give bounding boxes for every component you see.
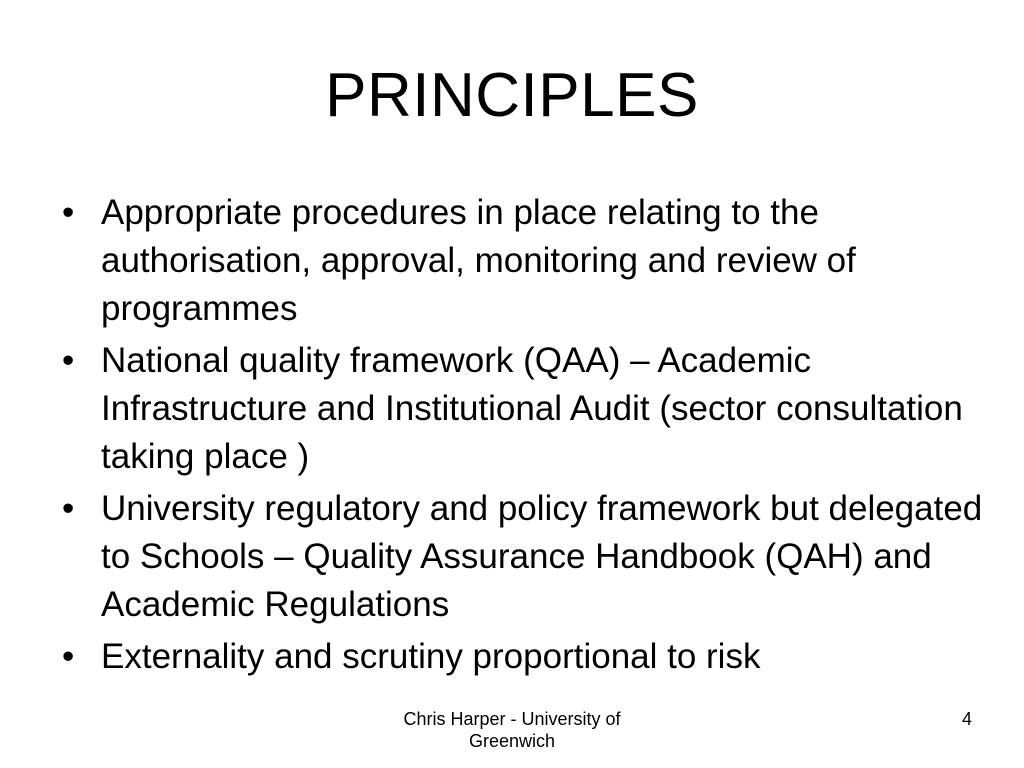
bullet-text: Externality and scrutiny proportional to risk <box>101 637 761 676</box>
slide-title: PRINCIPLES <box>325 61 699 130</box>
footer-author-line-1: Chris Harper - University of <box>403 709 621 729</box>
bullet-item <box>56 189 986 333</box>
page-number: 4 <box>961 709 972 729</box>
bullet-item <box>56 633 986 681</box>
bullet-icon: • <box>62 489 75 528</box>
bullet-icon: • <box>62 341 75 380</box>
bullet-text: Appropriate procedures in place relating to the authorisation, approval, monitoring and review of programmes <box>101 193 856 328</box>
bullet-list <box>56 189 986 685</box>
footer-author-line-2: Greenwich <box>468 731 556 751</box>
bullet-icon: • <box>62 637 75 676</box>
bullet-text: National quality framework (QAA) – Academic Infrastructure and Institutional Audit (sector consultation taking place ) <box>101 341 963 476</box>
bullet-item <box>56 485 986 629</box>
bullet-icon: • <box>62 193 75 232</box>
bullet-item <box>56 337 986 481</box>
bullet-text: University regulatory and policy framework but delegated to Schools – Quality Assurance Handbook (QAH) and Academic Regulations <box>101 489 983 624</box>
footer-author <box>350 708 674 752</box>
